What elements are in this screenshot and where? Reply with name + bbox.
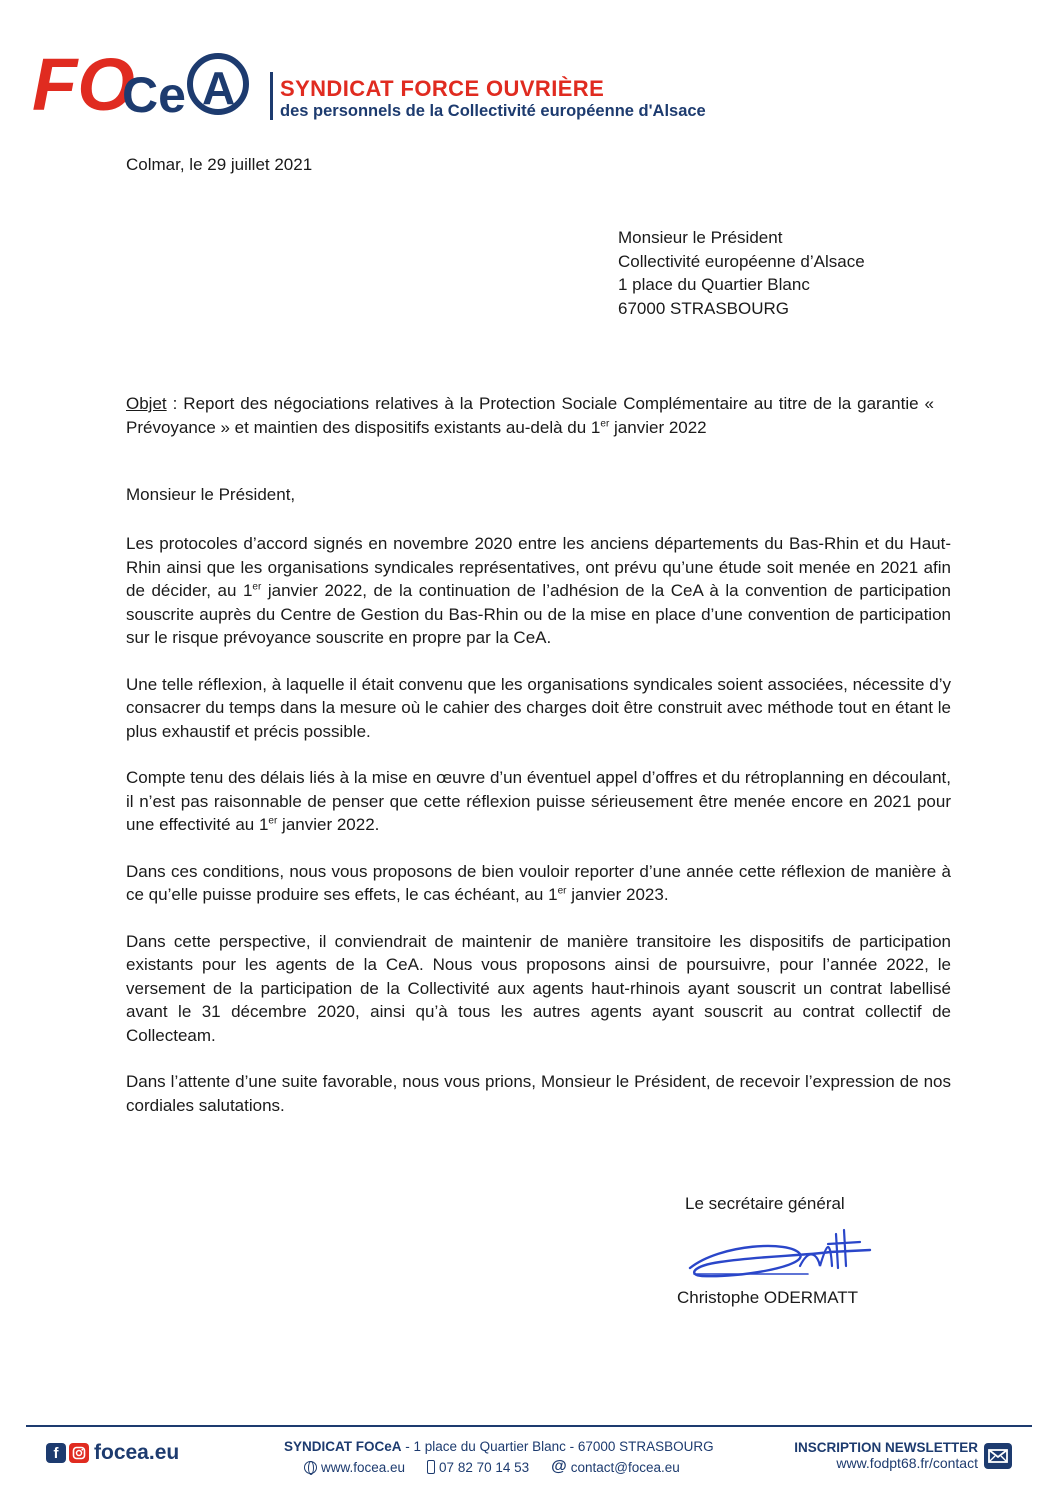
subject-text-end: janvier 2022 — [609, 417, 707, 437]
letterhead — [30, 32, 790, 127]
footer-brand-link[interactable]: focea.eu — [94, 1441, 180, 1464]
subject-label: Objet — [126, 394, 167, 413]
website-text: www.focea.eu — [321, 1459, 406, 1475]
newsletter-signup[interactable] — [782, 1440, 978, 1471]
letter-body — [126, 532, 951, 1140]
footer-brand — [46, 1441, 179, 1465]
ordinal-suffix: er — [252, 581, 262, 593]
email-text: contact@focea.eu — [570, 1459, 680, 1475]
focea-logo — [30, 32, 260, 122]
phone-text: 07 82 70 14 53 — [439, 1459, 530, 1475]
newsletter-link[interactable]: www.fodpt68.fr/contact — [836, 1455, 978, 1471]
paragraph-2: Une telle réflexion, à laquelle il était convenu que les organisations syndicales soient associées, nécessite d’y consacrer du temps dans la mesure où le cahier des charges doit être construit avec méthode tout en étant le plus exhaustif et précis possible. — [126, 674, 951, 741]
recipient-line: Monsieur le Président — [618, 228, 783, 247]
paragraph-3 — [126, 766, 951, 837]
footer-contact — [284, 1439, 724, 1476]
paragraph-6: Dans l’attente d’une suite favorable, nous vous prions, Monsieur le Président, de recevoir l’expression de nos cordiales salutations. — [126, 1072, 951, 1115]
greeting: Monsieur le Président, — [126, 485, 296, 504]
footer-phone[interactable] — [427, 1458, 529, 1476]
union-name: SYNDICAT FORCE OUVRIÈRE — [280, 76, 605, 101]
footer-org-name: SYNDICAT FOCeA — [284, 1439, 402, 1454]
footer-website[interactable] — [304, 1458, 405, 1476]
recipient-line: 1 place du Quartier Blanc — [618, 275, 810, 294]
facebook-icon[interactable]: f — [46, 1443, 66, 1463]
footer-org-address: - 1 place du Quartier Blanc - 67000 STRASBOURG — [401, 1439, 714, 1454]
subject-text: : Report des négociations relatives à la Protection Sociale Complémentaire au titre de la garantie « Prévoyance » et maintien des dispositifs existants au-delà du 1 — [126, 394, 934, 437]
phone-icon — [427, 1460, 435, 1474]
ordinal-suffix: er — [600, 417, 610, 429]
recipient-line: Collectivité européenne d’Alsace — [618, 251, 865, 271]
instagram-icon[interactable] — [69, 1443, 89, 1463]
footer-address — [284, 1439, 724, 1454]
paragraph-text: Compte tenu des délais liés à la mise en œuvre d’un éventuel appel d’offres et du rétroplanning en découlant, il n’est pas raisonnable de penser que cette réflexion puisse sérieusement être menée encore en 2021 pour une effectivité au 1 — [126, 768, 951, 834]
envelope-icon[interactable] — [984, 1443, 1012, 1469]
paragraph-text: Les protocoles d’accord signés en novembre 2020 entre les anciens départements du Bas-Rhin et du Haut-Rhin ainsi que les organisations syndicales représentatives, ont prévu qu’une étude soit menée en 2021 afin de décider, au 1 — [126, 534, 951, 600]
ordinal-suffix: er — [557, 885, 567, 897]
signatory-title: Le secrétaire général — [685, 1194, 845, 1213]
recipient-address — [618, 226, 865, 320]
paragraph-1 — [126, 532, 951, 650]
recipient-line: 67000 STRASBOURG — [618, 298, 790, 318]
newsletter-title: INSCRIPTION NEWSLETTER — [794, 1440, 978, 1455]
paragraph-text: janvier 2022. — [277, 815, 380, 834]
at-sign-icon: @ — [551, 1458, 567, 1475]
svg-text:FO: FO — [32, 43, 135, 122]
globe-icon — [304, 1461, 317, 1474]
paragraph-text: janvier 2023. — [566, 885, 669, 904]
header-divider — [270, 72, 273, 120]
paragraph-text: janvier 2022, de la continuation de l’adhésion de la CeA à la convention de participation souscrite auprès du Centre de Gestion du Bas-Rhin ou de la mise en place d’une convention de participation sur le risque prévoyance souscrite en propre par la CeA. — [126, 581, 951, 647]
footer-divider — [26, 1425, 1032, 1427]
paragraph-4 — [126, 860, 951, 907]
signatory-name: Christophe ODERMATT — [677, 1288, 859, 1307]
svg-text:A: A — [202, 62, 236, 114]
footer-email[interactable] — [551, 1458, 680, 1476]
paragraph-text: Dans ces conditions, nous vous proposons de bien vouloir reporter d’une année cette réflexion de manière à ce qu’elle puisse produire ses effets, le cas échéant, au 1 — [126, 861, 951, 904]
handwritten-signature — [680, 1226, 880, 1286]
svg-text:Ce: Ce — [122, 67, 186, 122]
letter-subject — [126, 392, 934, 439]
ordinal-suffix: er — [268, 815, 278, 827]
union-subtitle: des personnels de la Collectivité européenne d'Alsace — [280, 102, 706, 120]
paragraph-5: Dans cette perspective, il conviendrait de maintenir de manière transitoire les dispositifs de participation existants pour les agents de la CeA. Nous vous proposons ainsi de poursuivre, pour l’année 2022, le versement de la participation de la Collectivité aux agents haut-rhinois ayant souscrit un contrat labellisé avant le 31 décembre 2020, ainsi qu’à tous les autres agents ayant souscrit au contrat collectif de Collecteam. — [126, 931, 951, 1045]
letter-date: Colmar, le 29 juillet 2021 — [126, 155, 313, 174]
